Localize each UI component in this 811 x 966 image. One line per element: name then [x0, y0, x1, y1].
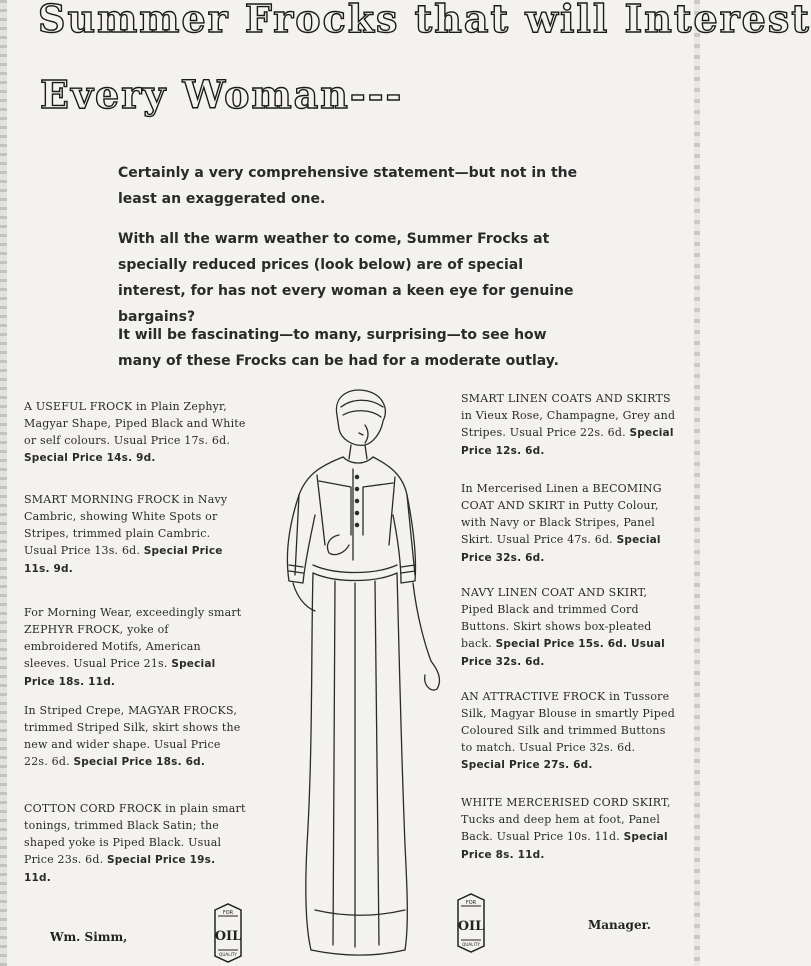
item-description: SMART LINEN COATS AND SKIRTS in Vieux Rose, Champagne, Grey and Stripes. Usual Price 22s. 6d.: [461, 392, 676, 439]
item-description: AN ATTRACTIVE FROCK in Tussore Silk, Magyar Blouse in smartly Piped Coloured Silk and trimmed Buttons to match. Usual Price 32s. 6d.: [461, 690, 675, 754]
item-special-price: Special Price 12s. 6d.: [461, 427, 674, 457]
item-special-price: Special Price 19s. 11d.: [24, 854, 216, 884]
item-description: WHITE MERCERISED CORD SKIRT, Tucks and deep hem at foot, Panel Back. Usual Price 10s. 11d.: [461, 796, 671, 843]
left-item: [24, 800, 246, 887]
headline-line-1: Summer Frocks that will Interest: [38, 0, 811, 41]
woman-in-frock-illustration: [255, 385, 450, 960]
item-description: In Mercerised Linen a BECOMING COAT AND SKIRT in Putty Colour, with Navy or Black Stripes, Panel Skirt. Usual Price 47s. 6d.: [461, 482, 662, 546]
signature-name: Wm. Simm,: [50, 930, 128, 944]
badge-text-bottom: QUALITY: [219, 952, 237, 957]
left-item: [24, 491, 246, 578]
scan-edge-right: [694, 0, 700, 966]
item-special-price: Special Price 11s. 9d.: [24, 545, 223, 575]
left-item: [24, 702, 246, 771]
intro-paragraph-3: It will be fascinating—to many, surprising—to see how many of these Frocks can be had for a moderate outlay.: [118, 327, 559, 369]
right-item: [461, 390, 679, 460]
signature-title: Manager.: [588, 918, 651, 932]
item-special-price: Special Price 14s. 9d.: [24, 452, 156, 464]
scan-edge-left: [0, 0, 7, 966]
item-description: COTTON CORD FROCK in plain smart tonings, trimmed Black Satin; the shaped yoke is Piped Black. Usual Price 23s. 6d.: [24, 802, 246, 866]
item-description: NAVY LINEN COAT AND SKIRT, Piped Black and trimmed Cord Buttons. Skirt shows box-pleated back.: [461, 586, 652, 650]
item-description: For Morning Wear, exceedingly smart ZEPHYR FROCK, yoke of embroidered Motifs, American sleeves. Usual Price 21s.: [24, 606, 242, 670]
left-item: [24, 604, 246, 691]
item-special-price: Special Price 8s. 11d.: [461, 831, 668, 861]
item-special-price: Special Price 18s. 11d.: [24, 658, 216, 688]
headline-line-2: Every Woman---: [40, 72, 404, 117]
intro-paragraph-1: Certainly a very comprehensive statement—but not in the least an exaggerated one.: [118, 165, 578, 207]
left-item: [24, 398, 246, 467]
item-special-price: Special Price 18s. 6d.: [73, 756, 206, 768]
badge-text-top: FOR: [222, 910, 234, 916]
oil-quality-badge-right: [455, 892, 487, 954]
item-special-price: Special Price 32s. 6d.: [461, 534, 661, 564]
intro-paragraph-2: With all the warm weather to come, Summer Frocks at specially reduced prices (look below) are of special interest, for has not every woman a keen eye for genuine bargains?: [118, 231, 574, 325]
right-item: [461, 480, 679, 567]
item-description: SMART MORNING FROCK in Navy Cambric, showing White Spots or Stripes, trimmed plain Cambric. Usual Price 13s. 6d.: [24, 493, 228, 557]
badge-text-bottom: QUALITY: [462, 942, 480, 947]
item-description: A USEFUL FROCK in Plain Zephyr, Magyar Shape, Piped Black and White or self colours. Usual Price 17s. 6d.: [24, 400, 246, 447]
badge-text-mid: OIL: [214, 929, 242, 944]
right-item: [461, 688, 679, 774]
right-item: [461, 584, 679, 671]
oil-quality-badge-left: [212, 902, 244, 964]
right-item: [461, 794, 679, 864]
item-special-price: Special Price 27s. 6d.: [461, 759, 593, 771]
badge-text-mid: OIL: [457, 919, 485, 934]
item-special-price: Special Price 15s. 6d. Usual Price 32s. 6d.: [461, 638, 665, 668]
badge-text-top: FOR: [465, 900, 477, 906]
item-description: In Striped Crepe, MAGYAR FROCKS, trimmed Striped Silk, skirt shows the new and wider shape. Usual Price 22s. 6d.: [24, 704, 241, 768]
